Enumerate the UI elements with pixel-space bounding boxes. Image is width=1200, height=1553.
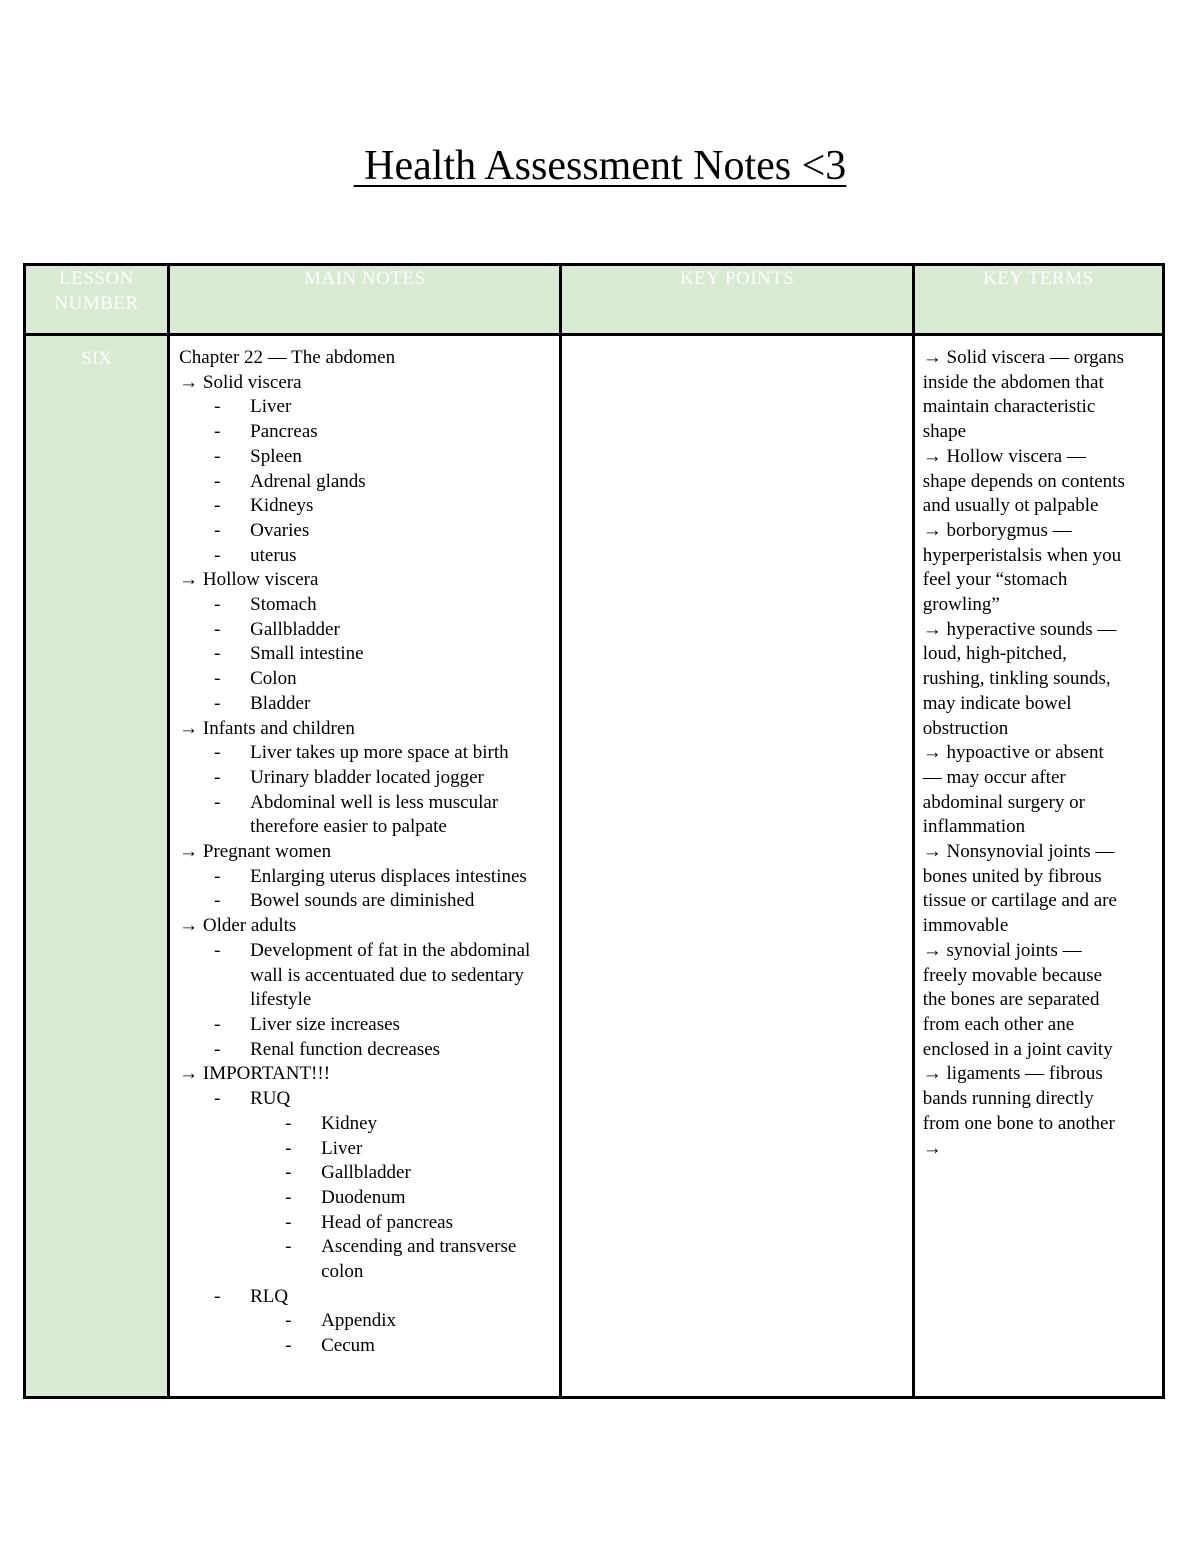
- main-notes-cell: [169, 335, 561, 1398]
- bullet-dash: -: [214, 939, 221, 961]
- header-row: [25, 265, 1164, 335]
- bullet-dash: -: [214, 1088, 221, 1110]
- notes-table: [23, 263, 1165, 1399]
- main-note-text: Abdominal well is less muscular therefore easier to palpate: [250, 791, 499, 838]
- key-term-line: → synovial joints —: [922, 939, 1082, 961]
- key-term-line: may indicate bowel: [922, 692, 1072, 714]
- main-note-line: [179, 371, 551, 396]
- main-note-text: → Infants and children: [179, 717, 355, 739]
- main-note-line: [179, 766, 551, 791]
- key-terms-list: [923, 346, 1156, 1161]
- key-term-line: → ligaments — fibrous: [922, 1063, 1103, 1085]
- key-term-line: → borborygmus —: [922, 519, 1072, 541]
- main-note-line: [179, 618, 551, 643]
- key-term-line: immovable: [922, 915, 1009, 937]
- main-note-line: [179, 593, 551, 618]
- main-note-line: [179, 420, 551, 445]
- main-note-text: Kidneys: [250, 495, 314, 517]
- main-note-line: [179, 939, 551, 1013]
- bullet-dash: -: [214, 791, 221, 813]
- key-term-line: and usually ot palpable: [922, 495, 1099, 517]
- bullet-dash: -: [214, 519, 221, 541]
- bullet-dash: -: [214, 643, 221, 665]
- bullet-dash: -: [214, 668, 221, 690]
- key-term-line: →: [922, 1137, 942, 1159]
- key-terms-cell: [913, 335, 1163, 1398]
- main-note-line: [179, 519, 551, 544]
- bullet-dash: -: [214, 544, 221, 566]
- main-note-line: [179, 494, 551, 519]
- main-note-text: Ascending and transverse colon: [321, 1236, 517, 1283]
- main-note-line: [179, 1038, 551, 1063]
- main-notes-list: [179, 346, 551, 1359]
- key-term-line: shape: [922, 421, 967, 443]
- main-note-line: [179, 791, 551, 840]
- main-note-line: [179, 840, 551, 865]
- main-note-text: → Older adults: [179, 915, 297, 937]
- bullet-dash: -: [285, 1236, 292, 1258]
- key-term-line: from each other ane: [922, 1013, 1075, 1035]
- main-note-text: Stomach: [250, 594, 317, 616]
- key-term-line: from one bone to another: [922, 1112, 1115, 1134]
- bullet-dash: -: [214, 470, 221, 492]
- main-note-line: [179, 865, 551, 890]
- main-note-line: [179, 1112, 551, 1137]
- bullet-dash: -: [285, 1162, 292, 1184]
- bullet-dash: -: [214, 1285, 221, 1307]
- key-term-line: → Hollow viscera —: [922, 445, 1086, 467]
- bullet-dash: -: [214, 495, 221, 517]
- main-note-text: Enlarging uterus displaces intestines: [250, 865, 527, 887]
- key-term-line: bands running directly: [922, 1088, 1094, 1110]
- main-note-text: RUQ: [250, 1088, 291, 1110]
- key-term-line: inside the abdomen that: [922, 371, 1104, 393]
- bullet-dash: -: [285, 1186, 292, 1208]
- main-note-line: [179, 914, 551, 939]
- main-note-line: [179, 642, 551, 667]
- main-note-line: [179, 346, 551, 371]
- main-note-text: → IMPORTANT!!!: [179, 1063, 331, 1085]
- main-note-text: → Solid viscera: [179, 371, 302, 393]
- bullet-dash: -: [214, 445, 221, 467]
- main-note-line: [179, 568, 551, 593]
- lesson-number-cell: SIX: [25, 335, 169, 1398]
- bullet-dash: -: [214, 1038, 221, 1060]
- main-note-line: [179, 445, 551, 470]
- bullet-dash: -: [214, 421, 221, 443]
- main-note-text: Liver: [321, 1137, 363, 1159]
- key-term-line: loud, high-pitched,: [922, 643, 1067, 665]
- main-note-text: Spleen: [250, 445, 302, 467]
- header-main-notes: MAIN NOTES: [169, 265, 561, 335]
- key-term-line: growling”: [922, 594, 1000, 616]
- lesson-row: [25, 335, 1164, 1398]
- key-term-line: → hypoactive or absent: [922, 742, 1104, 764]
- key-term-line: — may occur after: [922, 766, 1066, 788]
- bullet-dash: -: [285, 1335, 292, 1357]
- main-note-text: Head of pancreas: [321, 1211, 453, 1233]
- main-note-text: RLQ: [250, 1285, 289, 1307]
- bullet-dash: -: [214, 594, 221, 616]
- main-note-text: Cecum: [321, 1335, 375, 1357]
- key-term-line: obstruction: [922, 717, 1009, 739]
- bullet-dash: -: [214, 865, 221, 887]
- main-note-text: Adrenal glands: [250, 470, 366, 492]
- bullet-dash: -: [214, 742, 221, 764]
- main-note-text: Appendix: [321, 1310, 397, 1332]
- main-note-text: Duodenum: [321, 1186, 406, 1208]
- key-term-line: feel your “stomach: [922, 569, 1068, 591]
- main-note-text: Gallbladder: [250, 618, 340, 640]
- main-note-line: [179, 717, 551, 742]
- main-note-line: [179, 470, 551, 495]
- main-note-line: [179, 1309, 551, 1334]
- key-term-line: abdominal surgery or: [922, 791, 1085, 813]
- main-note-line: [179, 1211, 551, 1236]
- main-note-text: Liver: [250, 396, 292, 418]
- main-note-line: [179, 1186, 551, 1211]
- main-note-text: Pancreas: [250, 421, 318, 443]
- main-note-text: Development of fat in the abdominal wall is accentuated due to sedentary lifestyle: [250, 939, 531, 1011]
- header-key-points: KEY POINTS: [561, 265, 913, 335]
- main-note-line: [179, 1235, 551, 1284]
- key-term-line: hyperperistalsis when you: [922, 544, 1122, 566]
- main-note-text: Chapter 22 — The abdomen: [179, 347, 396, 368]
- main-note-line: [179, 667, 551, 692]
- main-note-line: [179, 1334, 551, 1359]
- key-term-line: shape depends on contents: [922, 470, 1125, 492]
- header-lesson-number: LESSON NUMBER: [25, 265, 169, 335]
- main-note-text: Ovaries: [250, 519, 310, 541]
- main-note-line: [179, 544, 551, 569]
- main-note-text: Liver size increases: [250, 1013, 400, 1035]
- main-note-text: → Pregnant women: [179, 841, 332, 863]
- main-note-text: Kidney: [321, 1112, 378, 1134]
- bullet-dash: -: [285, 1112, 292, 1134]
- bullet-dash: -: [214, 766, 221, 788]
- bullet-dash: -: [214, 692, 221, 714]
- bullet-dash: -: [285, 1137, 292, 1159]
- bullet-dash: -: [285, 1211, 292, 1233]
- main-note-text: Renal function decreases: [250, 1038, 441, 1060]
- key-term-line: inflammation: [922, 816, 1026, 838]
- main-note-text: Urinary bladder located jogger: [250, 766, 484, 788]
- main-note-line: [179, 692, 551, 717]
- key-term-line: tissue or cartilage and are: [922, 890, 1117, 912]
- key-term-line: freely movable because: [922, 964, 1103, 986]
- main-note-text: Bladder: [250, 692, 311, 714]
- key-term-line: → Nonsynovial joints —: [922, 841, 1115, 863]
- main-note-line: [179, 395, 551, 420]
- main-note-line: [179, 1013, 551, 1038]
- main-note-line: [179, 1062, 551, 1087]
- main-note-text: → Hollow viscera: [179, 569, 319, 591]
- main-note-text: Gallbladder: [321, 1162, 411, 1184]
- key-term-line: enclosed in a joint cavity: [922, 1038, 1113, 1060]
- key-term-line: → Solid viscera — organs: [922, 347, 1125, 368]
- main-note-line: [179, 1087, 551, 1112]
- bullet-dash: -: [214, 1013, 221, 1035]
- main-note-text: Liver takes up more space at birth: [250, 742, 509, 764]
- main-note-line: [179, 889, 551, 914]
- main-note-text: Bowel sounds are diminished: [250, 890, 475, 912]
- main-note-text: uterus: [250, 544, 297, 566]
- main-note-text: Small intestine: [250, 643, 364, 665]
- bullet-dash: -: [285, 1310, 292, 1332]
- key-points-cell: [561, 335, 913, 1398]
- bullet-dash: -: [214, 890, 221, 912]
- key-term-line: rushing, tinkling sounds,: [922, 668, 1111, 690]
- header-key-terms: KEY TERMS: [913, 265, 1163, 335]
- main-note-line: [179, 1137, 551, 1162]
- main-note-line: [179, 1285, 551, 1310]
- key-term-line: maintain characteristic: [922, 396, 1096, 418]
- key-term-line: the bones are separated: [922, 989, 1100, 1011]
- key-term-line: bones united by fibrous: [922, 865, 1102, 887]
- main-note-line: [179, 1161, 551, 1186]
- page-title: Health Assessment Notes <3: [353, 143, 847, 189]
- bullet-dash: -: [214, 618, 221, 640]
- main-note-text: Colon: [250, 668, 297, 690]
- main-note-line: [179, 741, 551, 766]
- key-term-line: → hyperactive sounds —: [922, 618, 1117, 640]
- bullet-dash: -: [214, 396, 221, 418]
